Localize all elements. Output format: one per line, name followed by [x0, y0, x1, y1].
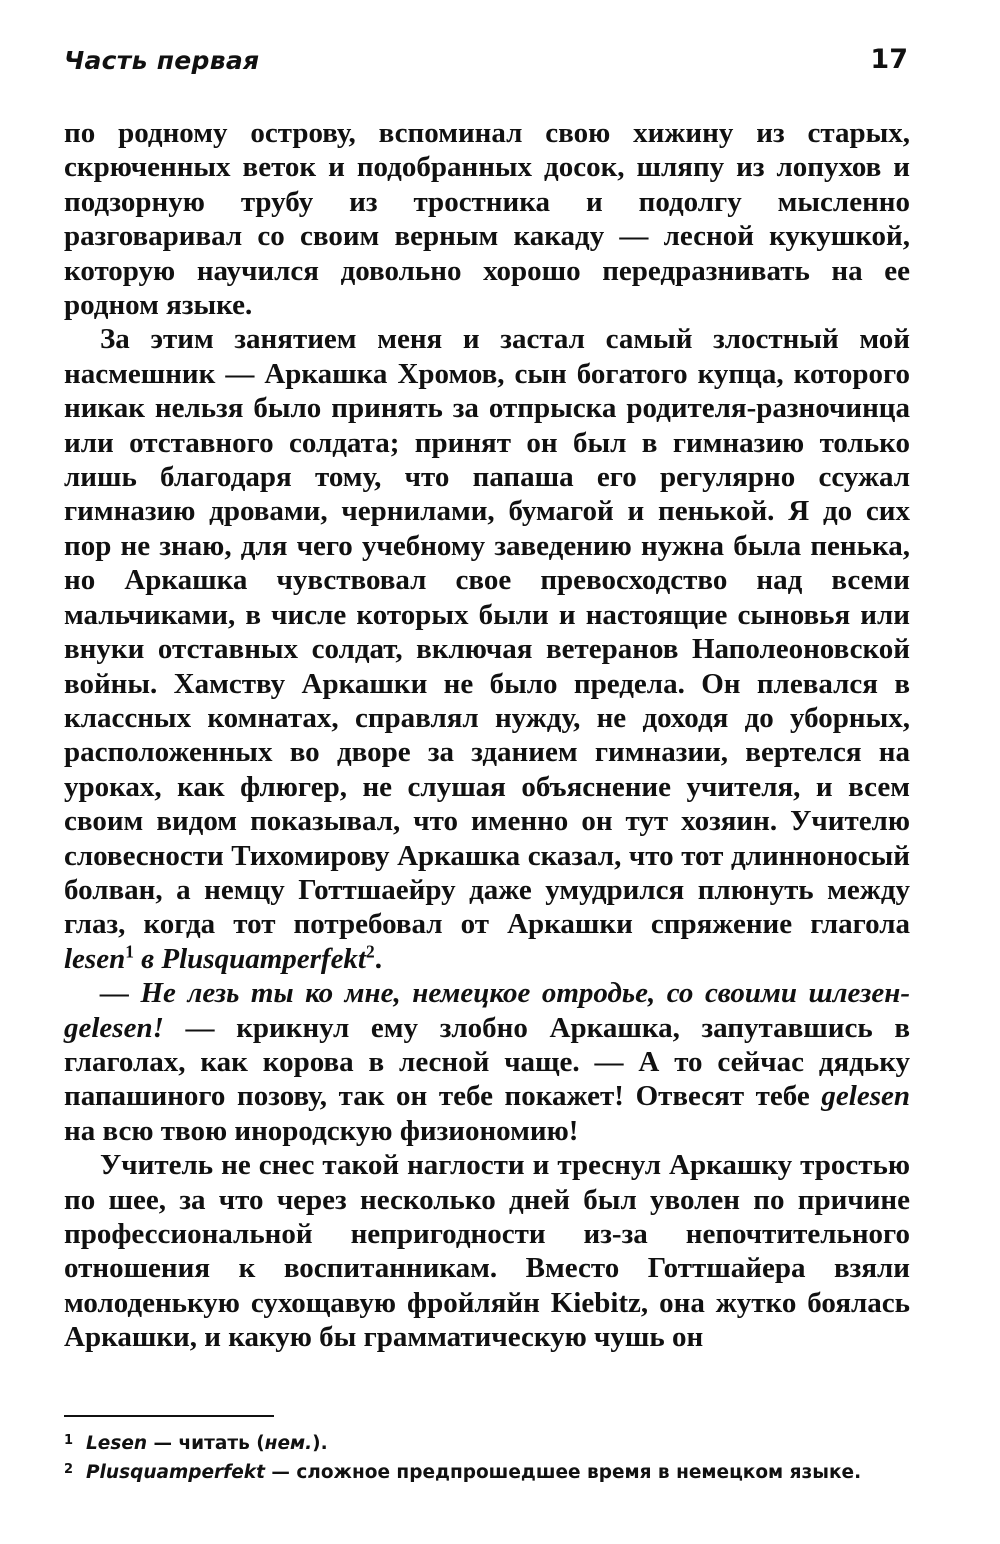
footnote-term: Lesen — [86, 1433, 148, 1454]
footnotes — [64, 1428, 910, 1486]
footnote-1 — [64, 1428, 910, 1457]
paragraph-3 — [64, 976, 910, 1148]
footnote-divider — [64, 1415, 274, 1417]
paragraph-4: Учитель не снес такой наглости и треснул Аркашку тростью по шее, за что через несколько дней был уволен по причине профессиональной непригодности из-за непочтительного отношения к воспитанникам. Вместо Готтшайера взяли молоденькую сухощавую фройляйн Kiebitz, она жутко боялась Аркашки, и какую бы грамматическую чушь он — [64, 1149, 910, 1354]
german-word-lesen: lesen — [64, 942, 126, 975]
footnote-mark: 2 — [64, 1462, 74, 1477]
footnote-term: Plusquamperfekt — [86, 1462, 265, 1483]
footnote-text: — читать ( — [153, 1433, 265, 1454]
footnote-close: ). — [312, 1433, 328, 1454]
dialogue-italic: — Не лезь ты ко мне, немецкое отродье, со своими шлезен-gelesen! — [64, 977, 910, 1044]
german-word-gelesen: gelesen — [821, 1080, 911, 1113]
paragraph-2-text: За этим занятием меня и застал самый злостный мой насмешник — Аркашка Хромов, сын богатого купца, которого никак нельзя было принять за отпрыска родителя-разночинца или отставного солдата; принят он был в гимназию только лишь благодаря тому, что папаша его регулярно ссужал гимназию дровами, чернилами, бумагой и пенькой. Я до сих пор не знаю, для чего учебному заведению нужна была пенька, но Аркашка чувствовал свое превосходство над всеми мальчиками, в числе которых были и настоящие сыновья или внуки отставных солдат, включая ветеранов Наполеоновской войны. Хамству Аркашки не было предела. Он плевался в классных комнатах, справлял нужду, не доходя до уборных, расположенных во дворе за зданием гимназии, вертелся на уроках, как флюгер, не слушая объяснение учителя, и всем своим видом показывал, что именно он тут хозяин. Учителю словесности Тихомирову Аркашка сказал, что тот длинноносый болван, а немцу Готтшаейру даже умудрился плюнуть между глаз, когда тот потребовал от Аркашки спряжение глагола — [64, 323, 910, 941]
footnote-text: — сложное предпрошедшее время в немецком языке. — [271, 1462, 862, 1483]
footnote-ref-1[interactable]: 1 — [125, 941, 134, 962]
footnote-mark: 1 — [64, 1433, 74, 1448]
main-text — [64, 116, 910, 1355]
paragraph-3-end: на всю твою инородскую физиономию! — [64, 1114, 579, 1147]
paragraph-2 — [64, 322, 910, 976]
footnote-2 — [64, 1457, 910, 1486]
footnote-ref-2[interactable]: 2 — [366, 941, 375, 962]
paragraph-3-text: — крикнул ему злобно Аркашка, запутавшись в глаголах, как корова в лесной чаще. — А то сейчас дядьку папашиного позову, так он тебе покажет! Отвесят тебе — [64, 1011, 910, 1113]
paragraph-1: по родному острову, вспоминал свою хижину из старых, скрюченных веток и подобранных досок, шляпу из лопухов и подзорную трубу из тростника и подолгу мысленно разговаривал со своим верным какаду — лесной кукушкой, которую научился довольно хорошо передразнивать на ее родном языке. — [64, 117, 910, 322]
footnote-lang: нем. — [264, 1433, 313, 1454]
page-number: 17 — [870, 44, 908, 75]
paragraph-2-end: . — [374, 942, 382, 975]
german-term-plusquamperfekt: в Plusquamperfekt — [141, 942, 366, 975]
running-head: Часть первая — [64, 46, 260, 75]
